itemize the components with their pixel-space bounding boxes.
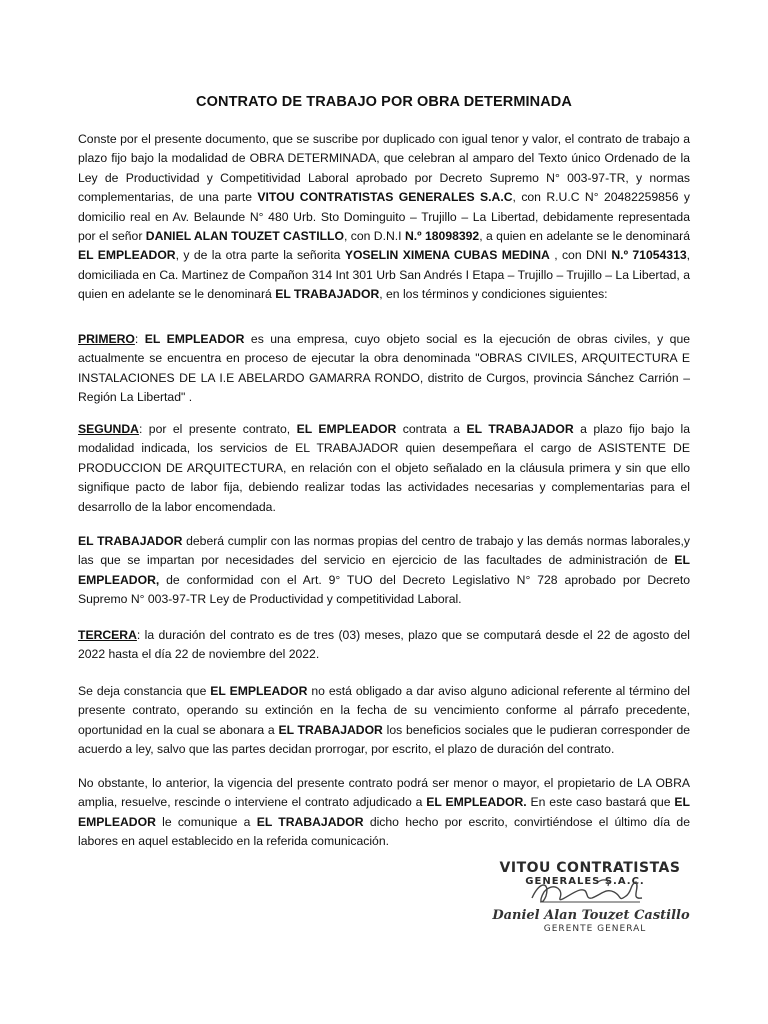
intro-text-6: , con DNI	[549, 248, 612, 263]
empleador-term: EL EMPLEADOR.	[426, 795, 527, 810]
intro-text-5: , y de la otra parte la señorita	[175, 248, 345, 263]
clause-tercera-label: TERCERA	[78, 628, 137, 642]
obstante-text-3: le comunique a	[155, 814, 257, 829]
trabajador-term: EL TRABAJADOR	[78, 534, 183, 548]
clause-primero-label: PRIMERO	[78, 332, 135, 346]
constancia-text-3: los beneficios sociales que le pudieran corresponder de acuerdo a ley, salvo que las partes decidan prorrogar, por escrito, el plazo de duración del contrato.	[78, 722, 690, 757]
obstante-text-2: En este caso bastará que	[526, 795, 675, 810]
trabajador-term: EL TRABAJADOR	[275, 287, 380, 302]
company-name: VITOU CONTRATISTAS GENERALES S.A.C	[257, 190, 513, 205]
worker-name: YOSELIN XIMENA CUBAS MEDINA	[344, 248, 550, 263]
empleador-term: EL EMPLEADOR,	[78, 553, 690, 587]
obstante-text-4: dicho hecho por escrito, convirtiéndose el último día de labores en aquel establecido en la referida comunicación.	[78, 814, 690, 849]
empleador-term: EL EMPLEADOR	[210, 684, 308, 698]
obstante-text-1: No obstante, lo anterior, la vigencia del presente contrato podrá ser menor o mayor, el propietario de LA OBRA amplia, resuelve, rescinde o interviene el contrato adjudicado a	[78, 776, 690, 810]
constancia-text-1: Se deja constancia que	[78, 684, 211, 698]
clause-segunda-text-1: : por el presente contrato,	[138, 422, 297, 436]
clause-primero	[78, 330, 690, 408]
empleador-term: EL EMPLEADOR	[78, 248, 176, 263]
representative-name: DANIEL ALAN TOUZET CASTILLO	[145, 229, 344, 244]
clause-segunda-text-3: a plazo fijo bajo la modalidad indicada, los servicios de EL TRABAJADOR quien desempeñara el cargo de ASISTENTE DE PRODUCCION DE ARQUITECTURA, en relación con el objeto señalado en la cláusula primera y sin que ello signifique pacto de labor fija, debiendo realizar todas las actividades necesarias y complementarias para el desarrollo de la labor encomendada.	[78, 422, 690, 514]
constancia-text-2: no está obligado a dar aviso alguno adicional referente al término del presente contrato, operando su extinción en la fecha de su vencimiento conforme al párrafo precedente, oportunidad en la cual se abonara a	[78, 684, 691, 737]
obstante-paragraph	[78, 774, 690, 852]
intro-text-3: , con D.N.I	[343, 229, 405, 244]
intro-text-7: , domiciliada en Ca. Martinez de Compañon 314 Int 301 Urb San Andrés I Etapa – Trujillo – Trujillo – La Libertad, a quien en adelante se le denominará	[78, 248, 691, 302]
intro-text-8: , en los términos y condiciones siguientes:	[379, 287, 608, 302]
company-stamp-signature	[480, 852, 700, 932]
intro-text-2: , con R.U.C N° 20482259856 y domicilio real en Av. Belaunde N° 480 Urb. Sto Dominguito – Trujillo – La Libertad, debidamente representada por el señor	[78, 190, 690, 244]
obligations-text-2: de conformidad con el Art. 9° TUO del Decreto Legislativo N° 728 aprobado por Decreto Supremo N° 003-97-TR Ley de Productividad y competitividad Laboral.	[78, 572, 690, 607]
stamp-signatory-name: Daniel Alan Touzet Castillo	[492, 908, 690, 923]
trabajador-term: EL TRABAJADOR	[466, 422, 574, 436]
clause-segunda	[78, 420, 690, 517]
clause-primero-colon: :	[134, 332, 145, 346]
empleador-term: EL EMPLEADOR	[78, 795, 690, 829]
representative-dni: N.º 18098392	[404, 229, 480, 244]
document-title: CONTRATO DE TRABAJO POR OBRA DETERMINADA	[196, 94, 572, 110]
intro-text-4: , a quien en adelante se le denominará	[479, 229, 691, 244]
worker-dni: N.º 71054313	[611, 248, 687, 263]
empleador-term: EL EMPLEADOR	[144, 332, 245, 346]
stamp-company-name: VITOU CONTRATISTAS	[499, 860, 681, 876]
trabajador-term: EL TRABAJADOR	[278, 722, 383, 737]
constancia-paragraph	[78, 682, 690, 760]
clause-tercera-text: : la duración del contrato es de tres (03) meses, plazo que se computará desde el 22 de agosto del 2022 hasta el día 22 de noviembre del 2022.	[78, 628, 690, 662]
trabajador-term: EL TRABAJADOR	[256, 814, 364, 829]
clause-tercera	[78, 626, 690, 665]
intro-paragraph	[78, 130, 690, 305]
trabajador-obligations-paragraph	[78, 532, 690, 610]
obligations-text-1: deberá cumplir con las normas propias del centro de trabajo y las demás normas laborales,y las que se impartan por necesidades del servicio en ejercicio de las facultades de administración de	[78, 534, 690, 568]
clause-segunda-text-2: contrata a	[396, 422, 467, 436]
intro-text-1: Conste por el presente documento, que se suscribe por duplicado con igual tenor y valor, el contrato de trabajo a plazo fijo bajo la modalidad de OBRA DETERMINADA, que celebran al amparo del Texto único Ordenado de la Ley de Productividad y Competitividad Laboral aprobado por Decreto Supremo N° 003-97-TR, y normas complementarias, de una parte	[78, 132, 690, 205]
empleador-term: EL EMPLEADOR	[296, 422, 397, 436]
clause-segunda-label: SEGUNDA	[78, 422, 139, 436]
clause-primero-text: es una empresa, cuyo objeto social es la ejecución de obras civiles, y que actualmente se encuentra en proceso de ejecutar la obra denominada "OBRAS CIVILES, ARQUITECTURA E INSTALACIONES DE LA I.E ABELARDO GAMARRA RONDO, distrito de Curgos, provincia Sánchez Carrión – Región La Libertad" .	[78, 332, 691, 405]
stamp-company-suffix: GENERALES S.A.C.	[525, 876, 645, 887]
stamp-signatory-role: GERENTE GENERAL	[543, 924, 647, 934]
